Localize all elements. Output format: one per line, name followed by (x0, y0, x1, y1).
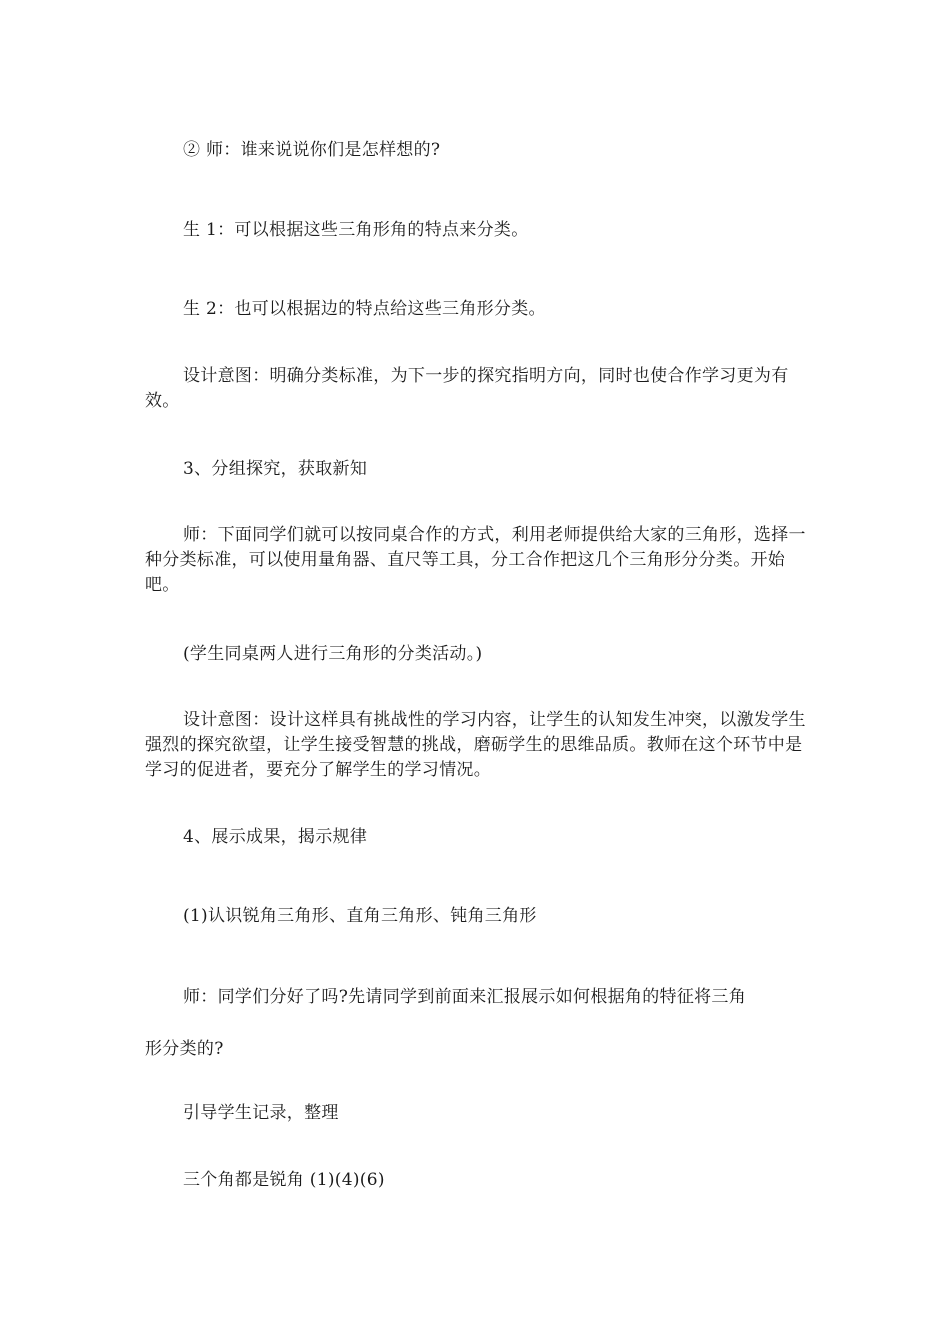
paragraph-teacher-question: ② 师：谁来说说你们是怎样想的? (183, 140, 441, 160)
paragraph-teacher-report-line-1: 师：同学们分好了吗?先请同学到前面来汇报展示如何根据角的特征将三角 (183, 987, 747, 1007)
paragraph-acute-angles: 三个角都是锐角 (1)(4)(6) (183, 1170, 385, 1190)
paragraph-design-intent-2: 设计意图：设计这样具有挑战性的学习内容，让学生的认知发生冲突，以激发学生强烈的探究欲望，让学生接受智慧的挑战，磨砺学生的思维品质。教师在这个环节中是学习的促进者，要充分了解学生的学习情况。 (145, 710, 806, 780)
section-heading-3: 3、分组探究，获取新知 (183, 459, 368, 479)
paragraph-teacher-report-line-2: 形分类的? (145, 1039, 224, 1059)
paragraph-teacher-instruction: 师：下面同学们就可以按同桌合作的方式，利用老师提供给大家的三角形，选择一种分类标准，可以使用量角器、直尺等工具，分工合作把这几个三角形分分类。开始吧。 (145, 525, 806, 595)
paragraph-design-intent-1: 设计意图：明确分类标准，为下一步的探究指明方向，同时也使合作学习更为有效。 (145, 366, 789, 411)
paragraph-guide-record: 引导学生记录，整理 (183, 1103, 339, 1123)
subsection-heading-1: (1)认识锐角三角形、直角三角形、钝角三角形 (183, 906, 537, 926)
section-heading-4: 4、展示成果，揭示规律 (183, 827, 368, 847)
paragraph-student-1: 生 1：可以根据这些三角形角的特点来分类。 (183, 220, 529, 240)
paragraph-student-activity: (学生同桌两人进行三角形的分类活动。) (183, 644, 483, 664)
paragraph-student-2: 生 2：也可以根据边的特点给这些三角形分类。 (183, 299, 546, 319)
